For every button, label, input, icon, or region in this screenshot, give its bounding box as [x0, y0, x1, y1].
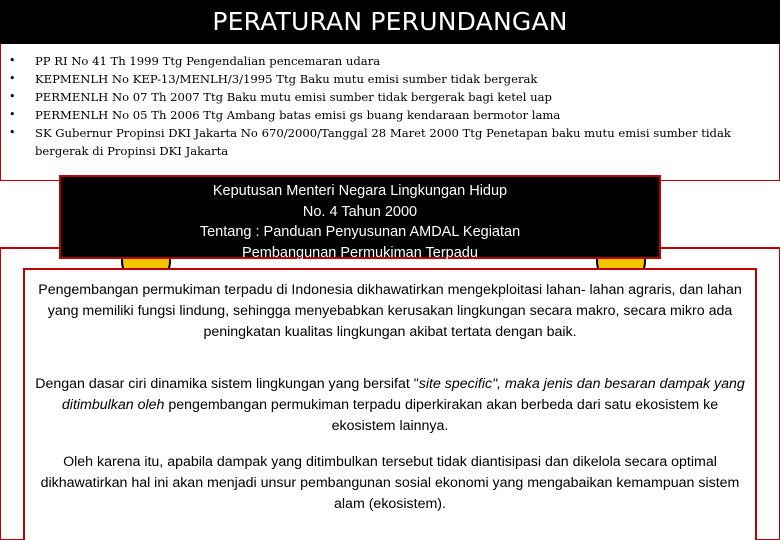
page-title: PERATURAN PERUNDANGAN	[0, 0, 780, 44]
list-item	[1, 52, 779, 70]
paragraph-2	[31, 374, 749, 437]
regulations-panel	[0, 44, 780, 181]
list-item	[1, 70, 779, 88]
regulation-text: SK Gubernur Propinsi DKI Jakarta No 670/2000/Tanggal 28 Maret 2000 Ttg Penetapan baku mutu emisi sumber tidak bergerak di Propinsi DKI Jakarta	[35, 126, 731, 158]
bullet-icon: •	[9, 54, 16, 67]
decision-line-2: No. 4 Tahun 2000	[302, 203, 418, 220]
regulation-text: PERMENLH No 05 Th 2006 Ttg Ambang batas emisi gs buang kendaraan bermotor lama	[35, 108, 561, 122]
bullet-icon: •	[9, 108, 16, 121]
regulations-list	[1, 44, 779, 160]
decision-line-3: Tentang : Panduan Penyusunan AMDAL Kegiatan	[199, 224, 521, 240]
decision-box	[59, 175, 661, 259]
regulation-text: PP RI No 41 Th 1999 Ttg Pengendalian pencemaran udara	[35, 54, 381, 68]
list-item	[1, 124, 779, 160]
paragraph-1: Pengembangan permukiman terpadu di Indonesia dikhawatirkan mengekploitasi lahan- lahan agraris, dan lahan yang memiliki fungsi lindung, sehingga menyebabkan kerusakan lingkungan secara makro, secara mikro ada peningkatan kualitas lingkungan akibat tertata dengan baik.	[38, 282, 742, 340]
bullet-icon: •	[9, 90, 16, 103]
list-item	[1, 88, 779, 106]
list-item	[1, 106, 779, 124]
content-panel	[23, 268, 757, 540]
regulation-text: PERMENLH No 07 Th 2007 Ttg Baku mutu emisi sumber tidak bergerak bagi ketel uap	[35, 90, 552, 104]
paragraph-3: Oleh karena itu, apabila dampak yang ditimbulkan tersebut tidak diantisipasi dan dikelola secara optimal dikhawatirkan hal ini akan menjadi unsur pembangunan sosial ekonomi yang mengabaikan kemampuan sistem alam (ekosistem).	[40, 454, 740, 512]
decision-line-1: Keputusan Menteri Negara Lingkungan Hidup	[212, 183, 508, 199]
decision-line-4: Pembangunan Permukiman Terpadu	[242, 244, 478, 261]
bullet-icon: •	[9, 126, 16, 139]
paragraph-2-part-3: pengembangan permukiman terpadu diperkirakan akan berbeda dari satu ekosistem ke ekosistem lainnya.	[164, 397, 719, 434]
bullet-icon: •	[9, 72, 16, 85]
paragraph-2-italic: site specific", maka jenis dan besaran dampak yang ditimbulkan oleh	[61, 376, 745, 413]
regulation-text: KEPMENLH No KEP-13/MENLH/3/1995 Ttg Baku mutu emisi sumber tidak bergerak	[35, 72, 538, 86]
paragraph-2-part-1: Dengan dasar ciri dinamika sistem lingkungan yang bersifat "	[35, 376, 419, 392]
